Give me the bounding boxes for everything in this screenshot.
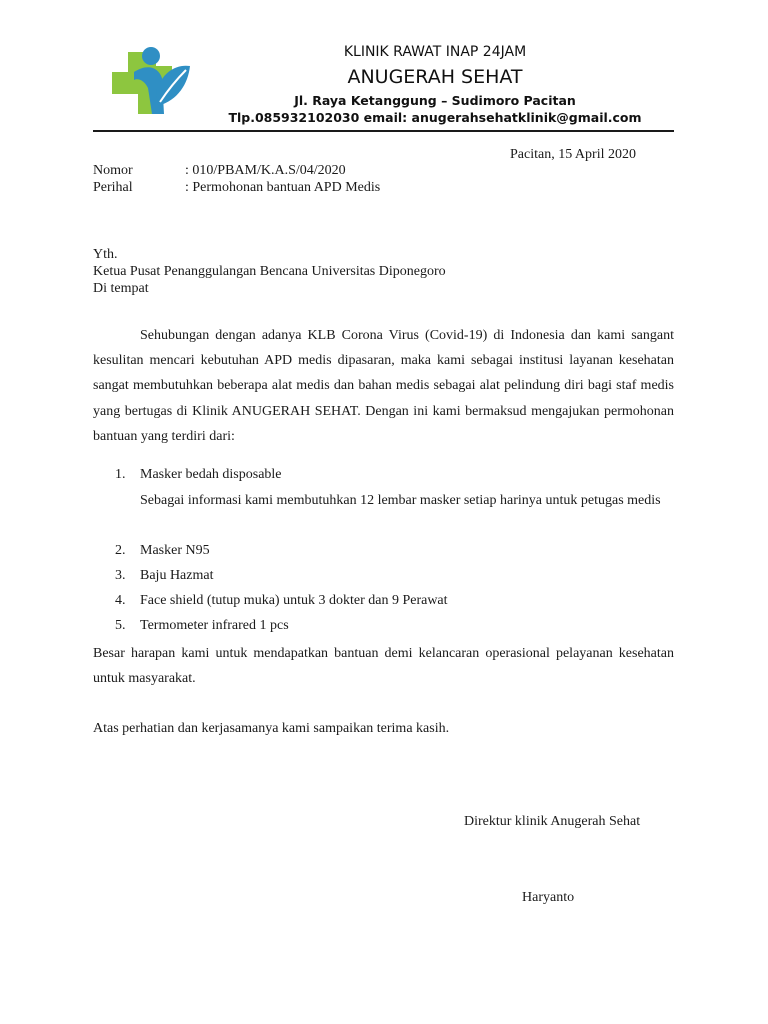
list-item-text: Termometer infrared 1 pcs — [140, 618, 289, 633]
list-item-text: Baju Hazmat — [140, 568, 214, 583]
signatory-title: Direktur klinik Anugerah Sehat — [464, 814, 641, 829]
perihal-value: : Permohonan bantuan APD Medis — [185, 180, 381, 195]
list-item-number: 5. — [115, 618, 126, 633]
list-item-number: 1. — [115, 467, 126, 482]
nomor-value: : 010/PBAM/K.A.S/04/2020 — [185, 163, 346, 178]
recipient-place: Di tempat — [93, 281, 149, 296]
list-item-text: Masker bedah disposable — [140, 467, 282, 482]
recipient-name: Ketua Pusat Penanggulangan Bencana Universitas Diponegoro — [93, 264, 446, 279]
clinic-address: Jl. Raya Ketanggung – Sudimoro Pacitan — [294, 93, 576, 108]
letterhead-divider — [93, 130, 674, 132]
list-item-number: 2. — [115, 543, 126, 558]
logo-head — [142, 47, 160, 65]
letterhead-subtitle: KLINIK RAWAT INAP 24JAM — [343, 44, 527, 60]
perihal-label: Perihal — [93, 180, 133, 195]
body-paragraph-closing: Atas perhatian dan kerjasamanya kami sampaikan terima kasih. — [93, 721, 450, 736]
recipient-greeting: Yth. — [93, 247, 118, 262]
clinic-logo — [108, 42, 192, 122]
clinic-name: ANUGERAH SEHAT — [347, 66, 523, 88]
letter-date: Pacitan, 15 April 2020 — [510, 147, 636, 162]
signatory-name: Haryanto — [522, 890, 575, 905]
nomor-label: Nomor — [93, 163, 133, 178]
list-item-number: 4. — [115, 593, 126, 608]
body-paragraph-hope: Besar harapan kami untuk mendapatkan bantuan demi kelancaran operasional pelayanan kesehatan untuk masyarakat. — [93, 646, 674, 687]
list-item-number: 3. — [115, 568, 126, 583]
clinic-contact: Tlp.085932102030 email: anugerahsehatklinik@gmail.com — [228, 110, 642, 125]
list-item-note: Sebagai informasi kami membutuhkan 12 lembar masker setiap harinya untuk petugas medis — [140, 493, 661, 508]
list-item-text: Face shield (tutup muka) untuk 3 dokter dan 9 Perawat — [140, 593, 448, 608]
body-paragraph-intro: Sehubungan dengan adanya KLB Corona Virus (Covid-19) di Indonesia dan kami sangant kesulitan mencari kebutuhan APD medis dipasaran, maka kami sebagai institusi layanan kesehatan sangat membutuhkan beberapa alat medis dan bahan medis sebagai alat pelindung diri bagi staf medis yang bertugas di Klinik ANUGERAH SEHAT. Dengan ini kami bermaksud mengajukan permohonan bantuan yang terdiri dari: — [93, 328, 674, 444]
list-item-text: Masker N95 — [140, 543, 210, 558]
